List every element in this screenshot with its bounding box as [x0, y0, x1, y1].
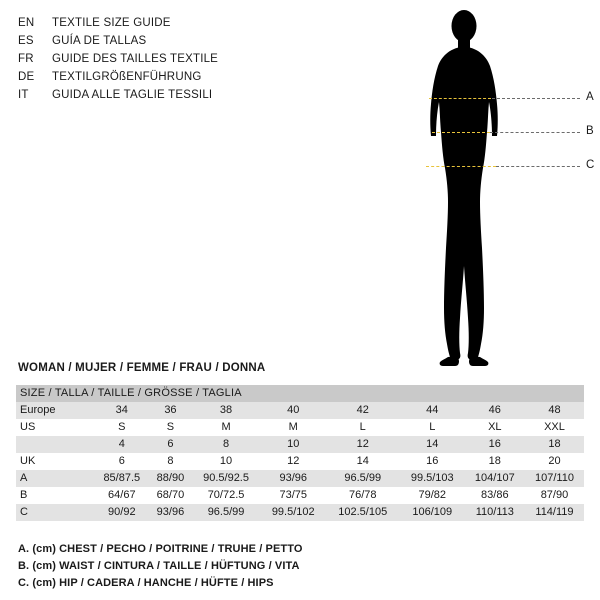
chest-measure-line: [429, 98, 491, 99]
cell: 16: [400, 453, 465, 470]
table-row: [16, 470, 584, 487]
row-label-uk: UK: [16, 453, 94, 470]
cell: M: [261, 419, 326, 436]
language-code-fr: FR: [18, 53, 34, 65]
cell: 20: [525, 453, 584, 470]
language-row-de: [18, 71, 318, 89]
cell: L: [326, 419, 400, 436]
row-label-europe: Europe: [16, 402, 94, 419]
table-header-row: [16, 385, 584, 402]
cell: 8: [150, 453, 192, 470]
cell: 18: [525, 436, 584, 453]
cell: 83/86: [465, 487, 525, 504]
language-title-block: [18, 17, 318, 107]
chest-leader-line: [492, 98, 580, 99]
cell: 10: [261, 436, 326, 453]
cell: 70/72.5: [191, 487, 261, 504]
marker-label-b: B: [586, 125, 594, 137]
cell: 14: [326, 453, 400, 470]
row-label-us: US: [16, 419, 94, 436]
table-row: [16, 402, 584, 419]
row-label-a: A: [16, 470, 94, 487]
language-text-it: GUIDA ALLE TAGLIE TESSILI: [52, 89, 213, 101]
cell: 93/96: [261, 470, 326, 487]
table-header-label: SIZE / TALLA / TAILLE / GRÖSSE / TAGLIA: [16, 385, 584, 402]
cell: 96.5/99: [191, 504, 261, 521]
language-row-fr: [18, 53, 318, 71]
cell: 6: [150, 436, 192, 453]
cell: 16: [465, 436, 525, 453]
language-code-it: IT: [18, 89, 29, 101]
cell: 88/90: [150, 470, 192, 487]
female-body-figure: [360, 0, 600, 375]
hip-leader-line: [496, 166, 580, 167]
cell: 104/107: [465, 470, 525, 487]
cell: 12: [261, 453, 326, 470]
marker-label-c: C: [586, 159, 595, 171]
cell: 102.5/105: [326, 504, 400, 521]
cell: 10: [191, 453, 261, 470]
cell: 110/113: [465, 504, 525, 521]
cell: 93/96: [150, 504, 192, 521]
cell: 46: [465, 402, 525, 419]
language-row-en: [18, 17, 318, 35]
cell: 99.5/102: [261, 504, 326, 521]
cell: 40: [261, 402, 326, 419]
measurement-legend: [18, 541, 578, 592]
cell: 34: [94, 402, 150, 419]
cell: 96.5/99: [326, 470, 400, 487]
language-code-de: DE: [18, 71, 35, 83]
legend-item-b: B. (cm) WAIST / CINTURA / TAILLE / HÜFTUNG / VITA: [18, 560, 300, 572]
table-row: [16, 453, 584, 470]
cell: 42: [326, 402, 400, 419]
waist-leader-line: [490, 132, 580, 133]
cell: 107/110: [525, 470, 584, 487]
cell: 44: [400, 402, 465, 419]
language-code-en: EN: [18, 17, 35, 29]
row-label-us-numeric: [16, 436, 94, 453]
row-label-b: B: [16, 487, 94, 504]
cell: 76/78: [326, 487, 400, 504]
cell: 68/70: [150, 487, 192, 504]
cell: 106/109: [400, 504, 465, 521]
cell: 73/75: [261, 487, 326, 504]
marker-label-a: A: [586, 91, 594, 103]
cell: 38: [191, 402, 261, 419]
cell: 14: [400, 436, 465, 453]
cell: S: [94, 419, 150, 436]
cell: 6: [94, 453, 150, 470]
language-row-it: [18, 89, 318, 107]
table-row: [16, 504, 584, 521]
cell: 99.5/103: [400, 470, 465, 487]
cell: 90.5/92.5: [191, 470, 261, 487]
language-text-en: TEXTILE SIZE GUIDE: [52, 17, 171, 29]
cell: 48: [525, 402, 584, 419]
language-row-es: [18, 35, 318, 53]
language-text-de: TEXTILGRÖßENFÜHRUNG: [52, 71, 202, 83]
hip-measure-line: [426, 166, 496, 167]
cell: L: [400, 419, 465, 436]
cell: 36: [150, 402, 192, 419]
legend-item-c: C. (cm) HIP / CADERA / HANCHE / HÜFTE / HIPS: [18, 577, 274, 589]
cell: XL: [465, 419, 525, 436]
cell: 64/67: [94, 487, 150, 504]
language-code-es: ES: [18, 35, 34, 47]
table-row: [16, 487, 584, 504]
cell: 4: [94, 436, 150, 453]
cell: 85/87.5: [94, 470, 150, 487]
cell: 12: [326, 436, 400, 453]
cell: 87/90: [525, 487, 584, 504]
language-text-fr: GUIDE DES TAILLES TEXTILE: [52, 53, 219, 65]
section-title: WOMAN / MUJER / FEMME / FRAU / DONNA: [18, 362, 266, 374]
language-text-es: GUÍA DE TALLAS: [52, 35, 147, 47]
waist-measure-line: [432, 132, 490, 133]
cell: 114/119: [525, 504, 584, 521]
cell: S: [150, 419, 192, 436]
cell: 90/92: [94, 504, 150, 521]
table-row: [16, 436, 584, 453]
table-row: [16, 419, 584, 436]
row-label-c: C: [16, 504, 94, 521]
cell: M: [191, 419, 261, 436]
body-silhouette-icon: [360, 0, 600, 375]
cell: 79/82: [400, 487, 465, 504]
legend-item-a: A. (cm) CHEST / PECHO / POITRINE / TRUHE / PETTO: [18, 543, 303, 555]
size-table: [16, 385, 584, 521]
cell: 18: [465, 453, 525, 470]
cell: XXL: [525, 419, 584, 436]
cell: 8: [191, 436, 261, 453]
